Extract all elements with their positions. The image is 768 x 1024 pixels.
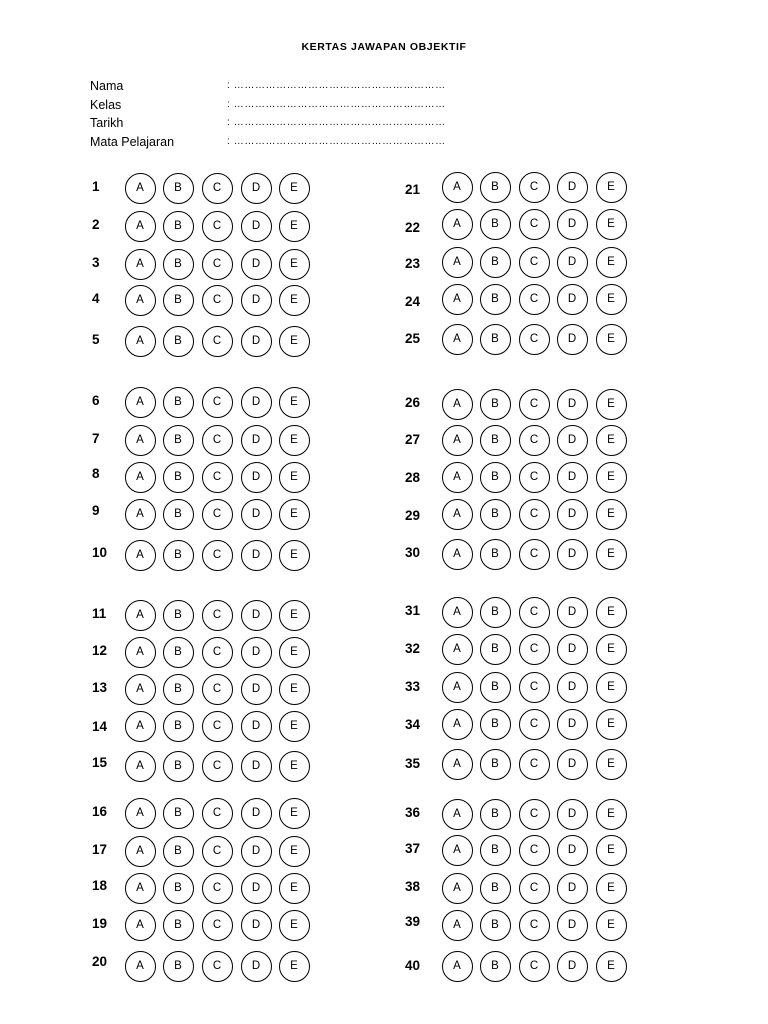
answer-bubble-e[interactable]: E [596, 910, 627, 941]
answer-bubble-a[interactable]: A [442, 324, 473, 355]
answer-bubble-d[interactable]: D [557, 799, 588, 830]
answer-bubble-c[interactable]: C [519, 247, 550, 278]
answer-bubble-d[interactable]: D [557, 389, 588, 420]
answer-bubble-b[interactable]: B [163, 462, 194, 493]
answer-bubble-e[interactable]: E [596, 284, 627, 315]
field-label: Mata Pelajaran [90, 134, 175, 149]
answer-bubble-a[interactable]: A [125, 387, 156, 418]
question-number: 25 [405, 331, 421, 346]
answer-bubble-d[interactable]: D [241, 462, 272, 493]
question-number: 5 [92, 332, 100, 347]
answer-bubble-a[interactable]: A [442, 873, 473, 904]
field-blank[interactable]: : …………………………………………………… [227, 80, 446, 91]
answer-bubble-c[interactable]: C [202, 600, 233, 631]
answer-bubble-a[interactable]: A [125, 951, 156, 982]
question-number: 11 [92, 606, 107, 621]
answer-bubble-b[interactable]: B [163, 387, 194, 418]
question-number: 28 [405, 470, 421, 485]
answer-bubble-c[interactable]: C [202, 249, 233, 280]
answer-bubble-a[interactable]: A [442, 835, 473, 866]
question-number: 36 [405, 805, 421, 820]
answer-bubble-c[interactable]: C [202, 798, 233, 829]
answer-bubble-c[interactable]: C [202, 462, 233, 493]
answer-bubble-c[interactable]: C [519, 172, 550, 203]
answer-bubble-a[interactable]: A [125, 711, 156, 742]
answer-bubble-d[interactable]: D [241, 387, 272, 418]
answer-bubble-e[interactable]: E [279, 836, 310, 867]
answer-bubble-d[interactable]: D [557, 284, 588, 315]
answer-bubble-e[interactable]: E [279, 387, 310, 418]
answer-bubble-a[interactable]: A [442, 425, 473, 456]
field-nama [90, 77, 470, 96]
answer-bubble-a[interactable]: A [442, 462, 473, 493]
answer-bubble-d[interactable]: D [557, 597, 588, 628]
answer-bubble-e[interactable]: E [279, 326, 310, 357]
answer-bubble-d[interactable]: D [241, 173, 272, 204]
answer-bubble-b[interactable]: B [163, 951, 194, 982]
answer-bubble-d[interactable]: D [241, 540, 272, 571]
question-number: 13 [92, 680, 108, 695]
answer-bubble-a[interactable]: A [442, 172, 473, 203]
answer-bubble-c[interactable]: C [202, 711, 233, 742]
answer-bubble-c[interactable]: C [202, 910, 233, 941]
answer-bubble-e[interactable]: E [596, 209, 627, 240]
answer-bubble-e[interactable]: E [279, 910, 310, 941]
answer-bubble-b[interactable]: B [480, 873, 511, 904]
field-label: Kelas [90, 97, 122, 112]
answer-bubble-c[interactable]: C [519, 389, 550, 420]
question-number: 21 [405, 182, 421, 197]
answer-bubble-c[interactable]: C [202, 173, 233, 204]
answer-bubble-e[interactable]: E [596, 634, 627, 665]
answer-bubble-d[interactable]: D [241, 637, 272, 668]
answer-bubble-e[interactable]: E [279, 462, 310, 493]
answer-bubble-a[interactable]: A [125, 462, 156, 493]
answer-bubble-e[interactable]: E [596, 835, 627, 866]
question-number: 3 [92, 255, 100, 270]
answer-bubble-d[interactable]: D [557, 835, 588, 866]
question-number: 16 [92, 804, 108, 819]
question-number: 33 [405, 679, 421, 694]
student-info-fields [90, 77, 470, 151]
field-blank[interactable]: : …………………………………………………… [227, 98, 446, 110]
answer-bubble-b[interactable]: B [480, 284, 511, 315]
answer-bubble-a[interactable]: A [125, 751, 156, 782]
answer-bubble-b[interactable]: B [480, 425, 511, 456]
answer-bubble-b[interactable]: B [163, 211, 194, 242]
answer-bubble-e[interactable]: E [596, 389, 627, 420]
answer-bubble-c[interactable]: C [519, 951, 550, 982]
question-number: 10 [92, 545, 108, 560]
answer-bubble-d[interactable]: D [557, 499, 588, 530]
answer-bubble-c[interactable]: C [519, 425, 550, 456]
answer-bubble-d[interactable]: D [557, 910, 588, 941]
answer-bubble-a[interactable]: A [125, 600, 156, 631]
answer-bubble-a[interactable]: A [125, 836, 156, 867]
answer-bubble-b[interactable]: B [480, 634, 511, 665]
answer-bubble-b[interactable]: B [480, 172, 511, 203]
question-number: 22 [405, 220, 421, 235]
answer-bubble-a[interactable]: A [125, 173, 156, 204]
answer-bubble-a[interactable]: A [125, 425, 156, 456]
answer-bubble-d[interactable]: D [557, 672, 588, 703]
question-number: 12 [92, 643, 108, 658]
answer-bubble-a[interactable]: A [442, 910, 473, 941]
answer-bubble-b[interactable]: B [163, 499, 194, 530]
answer-bubble-b[interactable]: B [163, 637, 194, 668]
answer-bubble-b[interactable]: B [480, 910, 511, 941]
answer-bubble-a[interactable]: A [442, 634, 473, 665]
answer-bubble-a[interactable]: A [125, 637, 156, 668]
answer-bubble-c[interactable]: C [202, 751, 233, 782]
answer-bubble-e[interactable]: E [279, 499, 310, 530]
answer-bubble-e[interactable]: E [596, 172, 627, 203]
answer-bubble-a[interactable]: A [125, 285, 156, 316]
answer-bubble-a[interactable]: A [125, 499, 156, 530]
answer-bubble-a[interactable]: A [442, 209, 473, 240]
answer-bubble-a[interactable]: A [442, 389, 473, 420]
answer-bubble-e[interactable]: E [596, 873, 627, 904]
question-number: 9 [92, 503, 100, 518]
answer-bubble-d[interactable]: D [241, 425, 272, 456]
question-number: 15 [92, 755, 108, 770]
answer-bubble-c[interactable]: C [519, 709, 550, 740]
answer-bubble-c[interactable]: C [519, 799, 550, 830]
answer-bubble-b[interactable]: B [163, 285, 194, 316]
answer-bubble-d[interactable]: D [241, 600, 272, 631]
question-number: 30 [405, 545, 421, 560]
answer-bubble-e[interactable]: E [596, 539, 627, 570]
answer-bubble-d[interactable]: D [557, 425, 588, 456]
answer-bubble-b[interactable]: B [163, 836, 194, 867]
question-number: 23 [405, 256, 421, 271]
answer-bubble-c[interactable]: C [519, 324, 550, 355]
answer-bubble-c[interactable]: C [202, 873, 233, 904]
answer-bubble-e[interactable]: E [596, 462, 627, 493]
question-number: 4 [92, 291, 100, 306]
answer-bubble-c[interactable]: C [202, 637, 233, 668]
answer-bubble-e[interactable]: E [279, 600, 310, 631]
question-number: 8 [92, 466, 100, 481]
answer-bubble-b[interactable]: B [163, 674, 194, 705]
answer-bubble-a[interactable]: A [442, 284, 473, 315]
answer-bubble-b[interactable]: B [480, 799, 511, 830]
question-number: 29 [405, 508, 421, 523]
question-number: 37 [405, 841, 421, 856]
field-blank[interactable]: : …………………………………………………… [227, 117, 446, 128]
field-blank[interactable]: : …………………………………………………… [227, 135, 446, 147]
answer-bubble-d[interactable]: D [241, 951, 272, 982]
answer-bubble-d[interactable]: D [557, 873, 588, 904]
answer-bubble-c[interactable]: C [202, 211, 233, 242]
answer-bubble-a[interactable]: A [125, 910, 156, 941]
answer-bubble-b[interactable]: B [480, 835, 511, 866]
question-number: 19 [92, 916, 108, 931]
answer-bubble-b[interactable]: B [480, 324, 511, 355]
field-kelas [90, 96, 470, 115]
page-title: KERTAS JAWAPAN OBJEKTIF [301, 41, 467, 53]
answer-bubble-e[interactable]: E [596, 672, 627, 703]
answer-bubble-e[interactable]: E [596, 709, 627, 740]
answer-bubble-b[interactable]: B [163, 173, 194, 204]
answer-bubble-e[interactable]: E [279, 637, 310, 668]
field-mata-pelajaran [90, 133, 470, 152]
answer-bubble-c[interactable]: C [519, 910, 550, 941]
answer-bubble-e[interactable]: E [596, 799, 627, 830]
answer-bubble-a[interactable]: A [442, 749, 473, 780]
answer-bubble-d[interactable]: D [241, 751, 272, 782]
answer-bubble-e[interactable]: E [596, 324, 627, 355]
answer-bubble-a[interactable]: A [442, 951, 473, 982]
answer-bubble-d[interactable]: D [557, 634, 588, 665]
answer-bubble-b[interactable]: B [480, 539, 511, 570]
answer-bubble-a[interactable]: A [125, 326, 156, 357]
answer-bubble-d[interactable]: D [241, 249, 272, 280]
answer-bubble-b[interactable]: B [480, 462, 511, 493]
answer-bubble-e[interactable]: E [279, 951, 310, 982]
answer-bubble-a[interactable]: A [442, 709, 473, 740]
answer-bubble-c[interactable]: C [519, 499, 550, 530]
answer-bubble-e[interactable]: E [596, 499, 627, 530]
question-number: 1 [92, 179, 100, 194]
answer-bubble-e[interactable]: E [596, 247, 627, 278]
answer-bubble-b[interactable]: B [163, 540, 194, 571]
answer-bubble-d[interactable]: D [557, 172, 588, 203]
answer-bubble-b[interactable]: B [480, 709, 511, 740]
field-label: Tarikh [90, 116, 124, 130]
answer-bubble-e[interactable]: E [279, 873, 310, 904]
answer-bubble-d[interactable]: D [557, 247, 588, 278]
answer-bubble-c[interactable]: C [202, 285, 233, 316]
answer-bubble-e[interactable]: E [279, 674, 310, 705]
answer-bubble-a[interactable]: A [125, 249, 156, 280]
answer-bubble-e[interactable]: E [596, 597, 627, 628]
answer-bubble-e[interactable]: E [279, 540, 310, 571]
question-number: 26 [405, 395, 421, 410]
answer-bubble-a[interactable]: A [125, 540, 156, 571]
answer-bubble-c[interactable]: C [519, 462, 550, 493]
answer-bubble-a[interactable]: A [125, 674, 156, 705]
answer-bubble-e[interactable]: E [279, 211, 310, 242]
answer-bubble-c[interactable]: C [519, 539, 550, 570]
answer-bubble-c[interactable]: C [202, 425, 233, 456]
answer-bubble-c[interactable]: C [519, 749, 550, 780]
answer-bubble-e[interactable]: E [279, 249, 310, 280]
answer-bubble-a[interactable]: A [442, 597, 473, 628]
answer-bubble-a[interactable]: A [125, 873, 156, 904]
answer-bubble-d[interactable]: D [241, 711, 272, 742]
answer-bubble-b[interactable]: B [163, 711, 194, 742]
answer-bubble-a[interactable]: A [442, 247, 473, 278]
answer-bubble-e[interactable]: E [279, 711, 310, 742]
answer-bubble-e[interactable]: E [596, 951, 627, 982]
answer-bubble-e[interactable]: E [279, 751, 310, 782]
answer-bubble-c[interactable]: C [202, 674, 233, 705]
answer-bubble-b[interactable]: B [163, 873, 194, 904]
answer-bubble-d[interactable]: D [241, 211, 272, 242]
answer-bubble-d[interactable]: D [241, 798, 272, 829]
answer-bubble-b[interactable]: B [480, 247, 511, 278]
question-number: 18 [92, 878, 108, 893]
answer-bubble-c[interactable]: C [202, 836, 233, 867]
answer-bubble-b[interactable]: B [163, 751, 194, 782]
answer-bubble-d[interactable]: D [241, 910, 272, 941]
answer-bubble-a[interactable]: A [442, 799, 473, 830]
question-number: 40 [405, 958, 421, 973]
answer-bubble-d[interactable]: D [557, 539, 588, 570]
answer-bubble-a[interactable]: A [125, 798, 156, 829]
answer-bubble-c[interactable]: C [519, 284, 550, 315]
answer-bubble-d[interactable]: D [557, 462, 588, 493]
answer-bubble-b[interactable]: B [480, 499, 511, 530]
question-number: 2 [92, 217, 100, 232]
field-label: Nama [90, 79, 124, 93]
answer-bubble-e[interactable]: E [279, 173, 310, 204]
answer-bubble-d[interactable]: D [241, 285, 272, 316]
answer-bubble-c[interactable]: C [202, 387, 233, 418]
answer-bubble-c[interactable]: C [519, 672, 550, 703]
answer-bubble-b[interactable]: B [163, 910, 194, 941]
answer-bubble-a[interactable]: A [125, 211, 156, 242]
question-number: 27 [405, 432, 421, 447]
answer-bubble-e[interactable]: E [596, 425, 627, 456]
question-number: 32 [405, 641, 421, 656]
answer-bubble-d[interactable]: D [241, 836, 272, 867]
answer-bubble-c[interactable]: C [519, 873, 550, 904]
question-number: 24 [405, 294, 421, 309]
answer-bubble-c[interactable]: C [202, 499, 233, 530]
answer-bubble-d[interactable]: D [241, 326, 272, 357]
answer-bubble-b[interactable]: B [480, 389, 511, 420]
answer-bubble-e[interactable]: E [596, 749, 627, 780]
answer-bubble-b[interactable]: B [163, 600, 194, 631]
answer-bubble-d[interactable]: D [241, 499, 272, 530]
answer-bubble-b[interactable]: B [163, 798, 194, 829]
answer-bubble-b[interactable]: B [480, 209, 511, 240]
answer-bubble-a[interactable]: A [442, 539, 473, 570]
answer-bubble-d[interactable]: D [241, 674, 272, 705]
answer-bubble-b[interactable]: B [163, 249, 194, 280]
answer-bubble-d[interactable]: D [557, 324, 588, 355]
question-number: 6 [92, 393, 100, 408]
answer-bubble-c[interactable]: C [519, 209, 550, 240]
answer-bubble-c[interactable]: C [519, 597, 550, 628]
answer-bubble-c[interactable]: C [519, 634, 550, 665]
answer-bubble-d[interactable]: D [557, 209, 588, 240]
answer-bubble-e[interactable]: E [279, 798, 310, 829]
answer-bubble-d[interactable]: D [557, 951, 588, 982]
question-number: 14 [92, 719, 108, 734]
question-number: 38 [405, 879, 421, 894]
answer-bubble-d[interactable]: D [241, 873, 272, 904]
answer-bubble-b[interactable]: B [480, 672, 511, 703]
answer-bubble-b[interactable]: B [480, 597, 511, 628]
answer-bubble-c[interactable]: C [519, 835, 550, 866]
question-number: 7 [92, 431, 100, 446]
answer-bubble-c[interactable]: C [202, 326, 233, 357]
question-number: 31 [405, 603, 421, 618]
question-number: 34 [405, 717, 421, 732]
answer-bubble-e[interactable]: E [279, 285, 310, 316]
answer-bubble-c[interactable]: C [202, 951, 233, 982]
answer-bubble-e[interactable]: E [279, 425, 310, 456]
answer-bubble-b[interactable]: B [163, 326, 194, 357]
answer-bubble-c[interactable]: C [202, 540, 233, 571]
answer-bubble-b[interactable]: B [480, 749, 511, 780]
field-tarikh [90, 114, 470, 133]
answer-bubble-b[interactable]: B [163, 425, 194, 456]
question-number: 17 [92, 842, 108, 857]
answer-bubble-b[interactable]: B [480, 951, 511, 982]
answer-bubble-a[interactable]: A [442, 499, 473, 530]
question-number: 20 [92, 954, 108, 969]
question-number: 35 [405, 756, 421, 771]
question-number: 39 [405, 914, 421, 929]
answer-bubble-a[interactable]: A [442, 672, 473, 703]
answer-bubble-d[interactable]: D [557, 709, 588, 740]
answer-bubble-d[interactable]: D [557, 749, 588, 780]
